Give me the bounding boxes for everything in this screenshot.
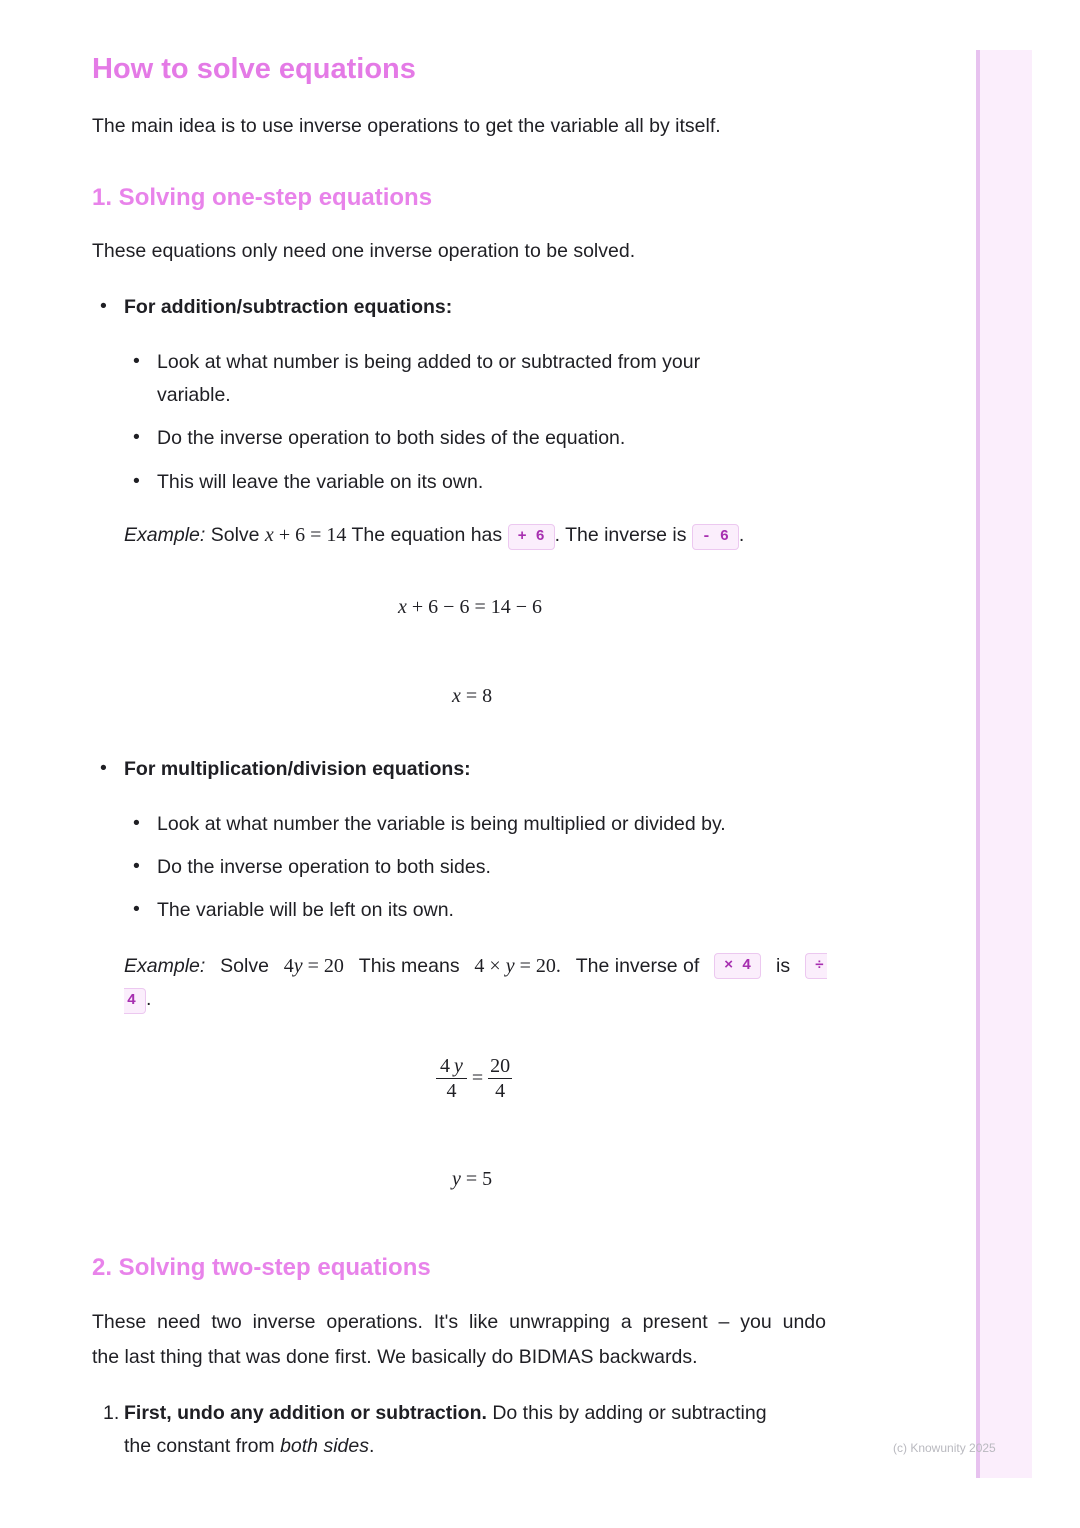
math-display: x = 8 xyxy=(452,685,493,707)
list-item: Look at what number is being added to or subtracted from your xyxy=(157,351,701,373)
side-margin-bar xyxy=(976,50,1032,1478)
math-display: x + 6 − 6 = 14 − 6 xyxy=(398,596,543,618)
example-label: Example: xyxy=(124,524,206,546)
example-muldiv-line2: 4 . xyxy=(124,988,151,1014)
code-chip: - 6 xyxy=(692,524,739,550)
math-display: y = 5 xyxy=(452,1168,493,1190)
bullet-icon: • xyxy=(100,757,107,779)
section-2-text-continued: the last thing that was done first. We basically do BIDMAS backwards. xyxy=(92,1346,698,1368)
math-inline: x + 6 = 14 xyxy=(264,524,347,546)
example-muldiv: Example: Solve 4y = 20 This means 4 × y = 20. The inverse of × 4 is ÷ xyxy=(124,953,827,979)
list-item-continued: variable. xyxy=(157,384,231,406)
code-chip: × 4 xyxy=(714,953,761,979)
copyright-footer: (c) Knowunity 2025 xyxy=(893,1441,996,1455)
example-addsub: Example: Solve x + 6 = 14 The equation has + 6 . The inverse is - 6 . xyxy=(124,524,744,550)
bullet-icon: • xyxy=(133,426,140,448)
bullet-icon: • xyxy=(133,470,140,492)
ordered-list-item: First, undo any addition or subtraction. Do this by adding or subtracting xyxy=(124,1402,767,1424)
list-item: Look at what number the variable is being multiplied or divided by. xyxy=(157,813,726,835)
section-1-heading: 1. Solving one-step equations xyxy=(92,184,433,211)
math-inline: 4 × y = 20. xyxy=(474,954,561,977)
code-chip: 4 xyxy=(124,988,146,1014)
section-2-heading: 2. Solving two-step equations xyxy=(92,1254,431,1281)
muldiv-label: For multiplication/division equations: xyxy=(124,758,471,780)
list-item: This will leave the variable on its own. xyxy=(157,471,484,493)
list-item: The variable will be left on its own. xyxy=(157,899,454,921)
addsub-label: For addition/subtraction equations: xyxy=(124,296,453,318)
code-chip: ÷ xyxy=(805,953,827,979)
bullet-icon: • xyxy=(100,295,107,317)
math-inline: 4y = 20 xyxy=(283,954,344,977)
section-1-text: These equations only need one inverse operation to be solved. xyxy=(92,240,636,262)
bullet-icon: • xyxy=(133,855,140,877)
ordered-list-item-continued: the constant from both sides. xyxy=(124,1435,375,1457)
bullet-icon: • xyxy=(133,350,140,372)
section-2-text: These need two inverse operations. It's like unwrapping a present – you undo xyxy=(92,1311,826,1333)
list-number: 1. xyxy=(103,1402,120,1424)
example-label: Example: xyxy=(124,954,206,977)
bullet-icon: • xyxy=(133,812,140,834)
list-item: Do the inverse operation to both sides of the equation. xyxy=(157,427,626,449)
math-fraction-equation: $\frac{4 y}{4}$ = $\frac{20}{4}$ xyxy=(436,1054,512,1103)
intro-text: The main idea is to use inverse operations to get the variable all by itself. xyxy=(92,115,721,137)
bullet-icon: • xyxy=(133,898,140,920)
code-chip: + 6 xyxy=(508,524,555,550)
page-title: How to solve equations xyxy=(92,53,416,85)
list-item: Do the inverse operation to both sides. xyxy=(157,856,491,878)
